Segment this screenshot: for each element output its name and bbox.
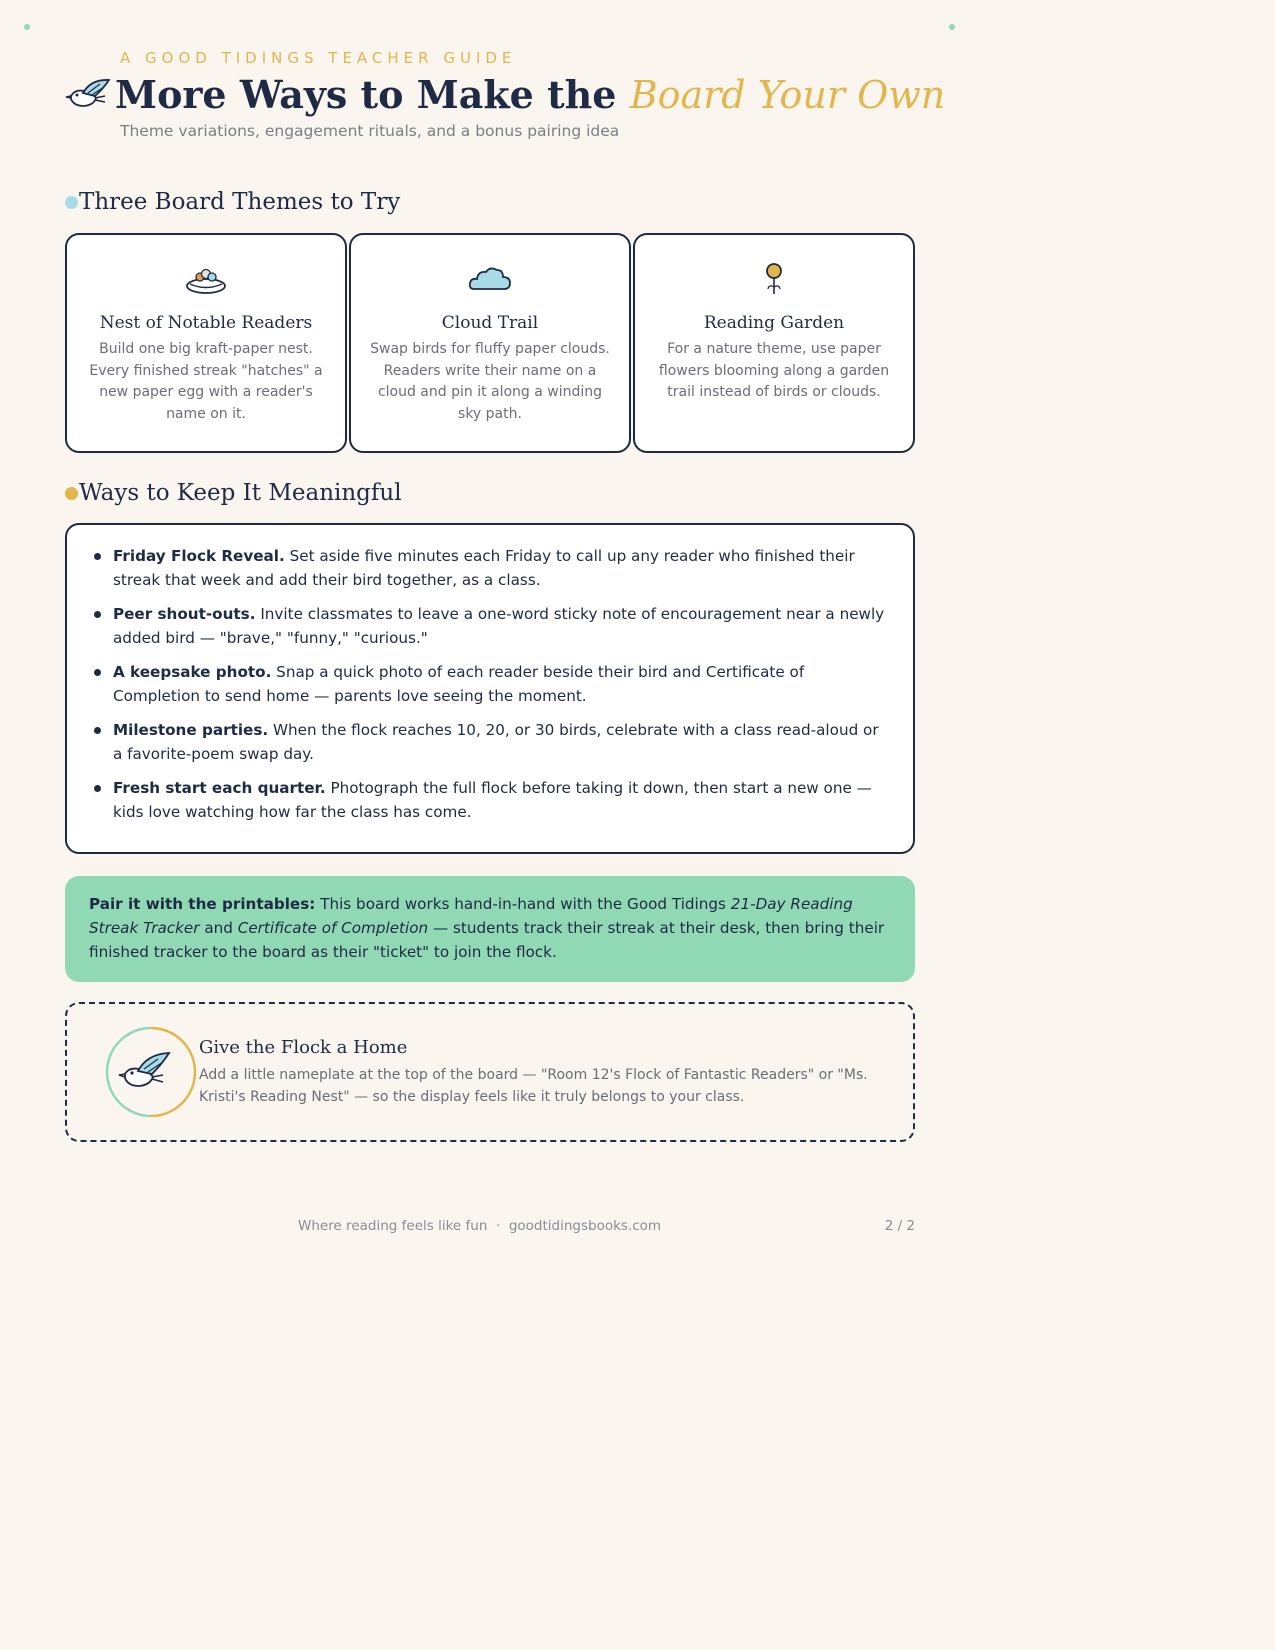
home-tip-title: Give the Flock a Home [199, 1036, 408, 1058]
theme-body: Swap birds for fluffy paper clouds. Readers write their name on a cloud and pin it along a winding sky path. [370, 341, 610, 422]
tip-lead: Friday Flock Reveal. [113, 547, 285, 565]
tip-lead: Peer shout-outs. [113, 605, 256, 623]
list-item [91, 776, 887, 824]
tip-lead: A keepsake photo. [113, 663, 272, 681]
tip-lead: Fresh start each quarter. [113, 779, 326, 797]
theme-body: For a nature theme, use paper flowers blooming along a garden trail instead of birds or clouds. [658, 341, 890, 400]
themes-heading [65, 189, 400, 215]
heading-dot [65, 487, 78, 500]
theme-cards [65, 233, 915, 453]
home-tip-box [65, 1002, 915, 1142]
bird-icon [65, 75, 115, 115]
tip-text: Photograph the full flock before taking it down, then start a new one — kids love watching how far the class has come. [113, 779, 872, 821]
tips-heading-text: Ways to Keep It Meaningful [79, 480, 402, 506]
tips-heading [65, 480, 402, 506]
pairing-text: — students track their streak at their desk, then bring their finished tracker to the board as their "ticket" to join the flock. [89, 919, 885, 961]
tip-text: Set aside five minutes each Friday to call up any reader who finished their streak that week and add their bird together, as a class. [113, 547, 855, 589]
corner-dot-left [24, 24, 30, 30]
title-accent: Board Your Own [629, 73, 946, 117]
home-tip-body: Add a little nameplate at the top of the board — "Room 12's Flock of Fantastic Readers" or "Ms. Kristi's Reading Nest" — so the display feels like it truly belongs to your class. [199, 1066, 868, 1105]
tips-box [65, 523, 915, 854]
subtitle: Theme variations, engagement rituals, and a bonus pairing idea [120, 122, 620, 140]
theme-title: Nest of Notable Readers [99, 313, 313, 333]
pairing-title-tracker: 21-Day Reading Streak Tracker [89, 895, 853, 937]
pairing-lead: Pair it with the printables: [89, 895, 316, 913]
flower-icon [752, 263, 796, 295]
list-item [91, 718, 887, 766]
title-row [65, 72, 945, 117]
bird-emblem-icon [103, 1024, 199, 1120]
list-item [91, 602, 887, 650]
tip-text: Snap a quick photo of each reader beside their bird and Certificate of Completion to send home — parents love seeing the moment. [113, 663, 805, 705]
themes-heading-text: Three Board Themes to Try [79, 189, 401, 215]
pairing-title-certificate: Certificate of Completion [237, 919, 429, 937]
corner-dot-right [949, 24, 955, 30]
page-number: 2 / 2 [884, 1218, 915, 1234]
list-item [91, 660, 887, 708]
pairing-callout [65, 876, 915, 982]
list-item [91, 544, 887, 592]
theme-card-garden [633, 233, 915, 453]
tip-text: Invite classmates to leave a one-word sticky note of encouragement near a newly added bird — "brave," "funny," "curious." [113, 605, 885, 647]
tips-list [91, 544, 887, 824]
title-main: More Ways to Make the [115, 72, 617, 117]
theme-title: Cloud Trail [441, 313, 539, 333]
pairing-text: and [199, 919, 238, 937]
eyebrow: A GOOD TIDINGS TEACHER GUIDE [120, 49, 517, 67]
theme-card-cloud [349, 233, 631, 453]
tip-text: When the flock reaches 10, 20, or 30 birds, celebrate with a class read-aloud or a favorite-poem swap day. [113, 721, 879, 763]
nest-icon [184, 263, 228, 295]
heading-dot [65, 196, 78, 209]
tip-lead: Milestone parties. [113, 721, 269, 739]
page-title [115, 72, 945, 117]
pairing-text: This board works hand-in-hand with the Good Tidings [315, 895, 731, 913]
footer-tagline: Where reading feels like fun · goodtidingsbooks.com [298, 1218, 662, 1234]
cloud-icon [468, 263, 512, 295]
theme-body: Build one big kraft-paper nest. Every finished streak "hatches" a new paper egg with a reader's name on it. [89, 341, 323, 422]
theme-title: Reading Garden [703, 313, 845, 333]
theme-card-nest [65, 233, 347, 453]
home-tip-text [199, 1037, 913, 1108]
